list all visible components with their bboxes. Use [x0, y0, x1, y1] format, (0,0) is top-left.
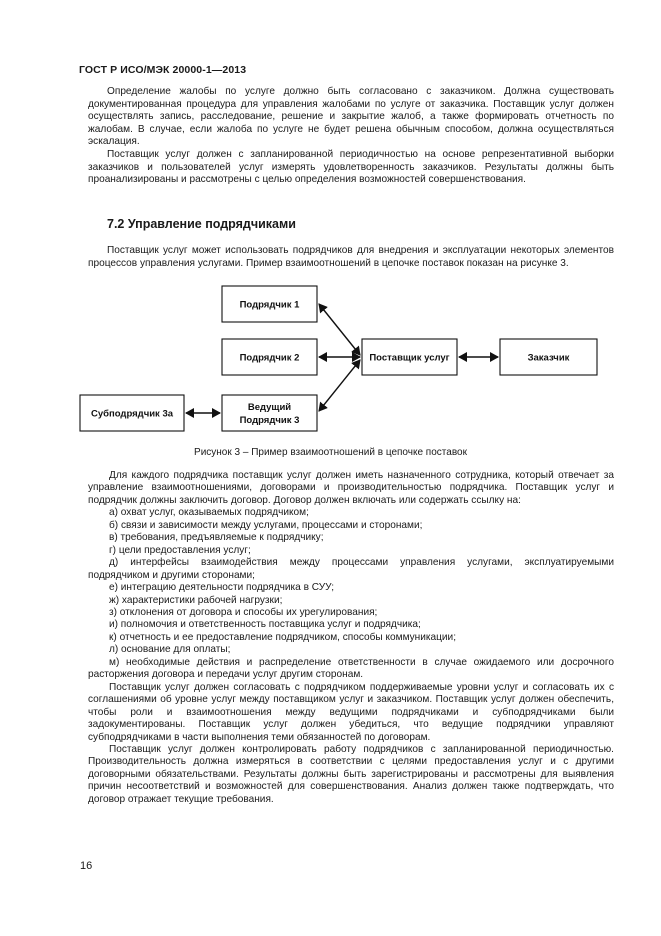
list-item: и) полномочия и ответственность поставщика услуг и подрядчика;: [109, 619, 421, 631]
list-item: д) интерфейсы взаимодействия между процессами управления услугами, эксплуатируемыми подрядчиком и другими сторонами;: [88, 557, 614, 581]
paragraph: Поставщик услуг должен с запланированной периодичностью на основе репрезентативной выборки заказчиков и пользователей услуг измерять удовлетворенность заказчиков. Результаты должны быть проанализированы и рассмотрены с целью определения возможностей совершенствования.: [88, 148, 614, 186]
figure-caption: Рисунок 3 – Пример взаимоотношений в цепочке поставок: [194, 447, 467, 458]
paragraph: Поставщик услуг должен согласовать с подрядчиком поддерживаемые уровни услуг и согласовать их с соглашениями об уровне услуг между поставщиком услуг и заказчиком. Поставщик услуг должен обеспечить, чтобы роли и взаимоотношения между ведущими подрядчиками и субподрядчиками были задокументированы. Поставщик услуг должен убедиться, что ведущие подрядчики управляют субподрядчиками в части выполнения теми обязанностей по договорам.: [88, 681, 614, 743]
list-item: з) отклонения от договора и способы их урегулирования;: [109, 606, 378, 618]
section-title: 7.2 Управление подрядчиками: [107, 217, 296, 231]
paragraph: Для каждого подрядчика поставщик услуг должен иметь назначенного сотрудника, который отвечает за управление взаимоотношениями, договорами и производительностью подрядчика. Поставщик услуг и подрядчик должны заключить договор. Договор должен включать или содержать ссылку на:: [88, 470, 614, 506]
list-item: е) интеграцию деятельности подрядчика в СУУ;: [109, 582, 335, 594]
list-item: а) охват услуг, оказываемых подрядчиком;: [109, 507, 309, 519]
contractor-1-label: Подрядчик 1: [239, 299, 300, 311]
list-item: м) необходимые действия и распределение ответственности в случае ожидаемого или досрочного расторжения договора и передачи услуг другим сторонам.: [88, 656, 614, 681]
contract-requirements: [88, 470, 614, 806]
list-item: б) связи и зависимости между услугами, процессами и сторонами;: [109, 519, 423, 531]
lead-contractor-label-2: Подрядчик 3: [239, 415, 300, 426]
lead-contractor-label-1: Ведущий: [247, 402, 292, 413]
paragraph: Определение жалобы по услуге должно быть согласовано с заказчиком. Должна существовать документированная процедура для управления жалобами по услуге от заказчика. Поставщик услуг должен осуществлять запись, расследование, решение и закрытие жалоб, а также формировать отчетность по жалобам. В случае, если жалоба по услуге не будет решена обычным способом, должна осуществляться эскалация.: [88, 86, 614, 148]
supply-chain-diagram: [0, 282, 661, 432]
list-item: в) требования, предъявляемые к подрядчику;: [109, 532, 324, 544]
document-header: ГОСТ Р ИСО/МЭК 20000-1—2013: [79, 64, 247, 76]
arrow-contractor1-provider: [319, 304, 360, 355]
paragraph: Поставщик услуг может использовать подрядчиков для внедрения и эксплуатации некоторых элементов процессов управления услугами. Пример взаимоотношений в цепочке поставок показан на рисунке 3.: [88, 245, 614, 269]
section-intro-block: [88, 245, 614, 270]
list-item: ж) характеристики рабочей нагрузки;: [109, 594, 283, 606]
page-number: 16: [80, 860, 93, 872]
service-provider-label: Поставщик услуг: [369, 352, 450, 364]
intro-block: [88, 86, 614, 187]
customer-label: Заказчик: [527, 352, 570, 364]
list-item: л) основание для оплаты;: [109, 644, 231, 656]
arrow-lead-provider: [319, 360, 360, 411]
subcontractor-label: Субподрядчик 3а: [90, 408, 174, 420]
list-item: г) цели предоставления услуг;: [109, 544, 251, 556]
list-item: к) отчетность и ее предоставление подрядчиком, способы коммуникации;: [109, 631, 457, 643]
contractor-2-label: Подрядчик 2: [239, 352, 300, 364]
paragraph: Поставщик услуг должен контролировать работу подрядчиков с запланированной периодичностью. Производительность должна измеряться в соответствии с целями предоставления услуг и с другими договорными обязательствами. Результаты должны быть зарегистрированы и рассмотрены для выявления причин несоответствий и возможностей для совершенствования. Анализ должен также подтверждать, что договор отражает текущие требования.: [88, 743, 614, 805]
